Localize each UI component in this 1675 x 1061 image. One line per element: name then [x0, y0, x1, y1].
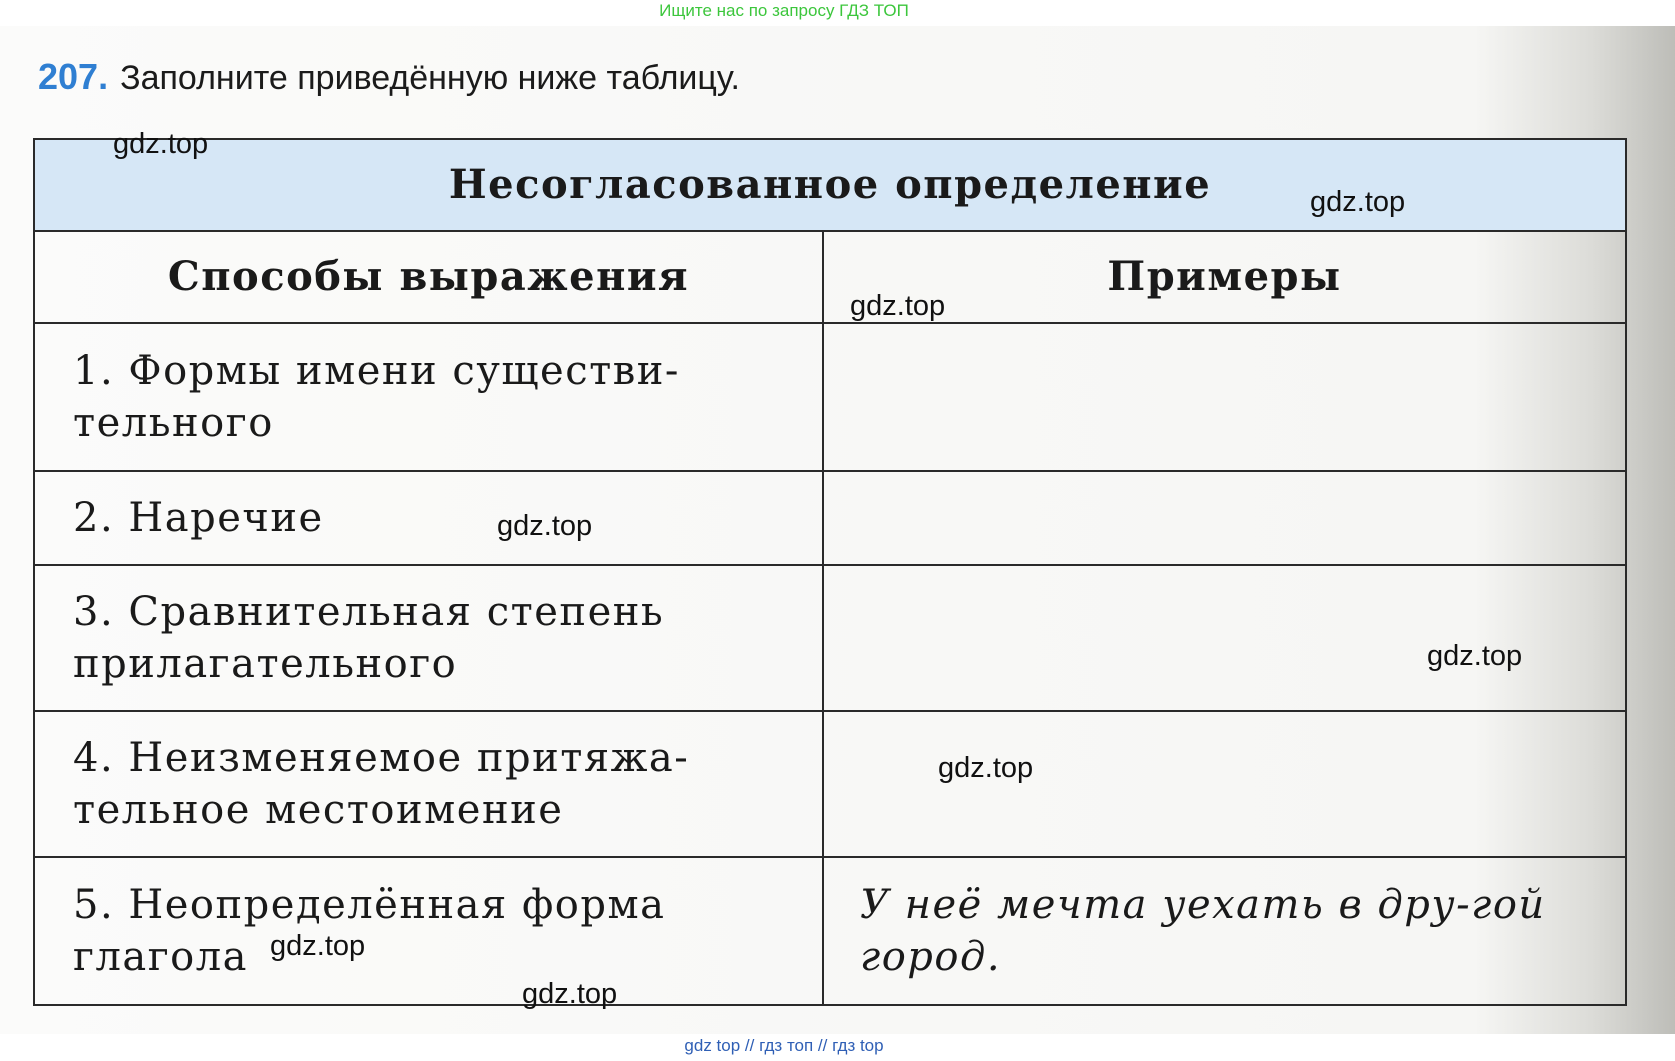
task-heading: [38, 56, 740, 98]
example-cell: У неё мечта уехать в дру-гой город.: [823, 857, 1626, 1005]
example-cell: [823, 471, 1626, 565]
table-row: [34, 323, 1626, 471]
way-cell: 2. Наречие: [34, 471, 823, 565]
watermark: gdz.top: [270, 930, 366, 962]
watermark: gdz.top: [938, 752, 1034, 784]
way-cell: 3. Сравнительная степень прилагательного: [34, 565, 823, 711]
definition-table: [33, 138, 1627, 1006]
top-banner[interactable]: Ищите нас по запросу ГДЗ ТОП: [659, 1, 909, 20]
watermark: gdz.top: [497, 510, 593, 542]
way-cell: 1. Формы имени существи-тельного: [34, 323, 823, 471]
example-cell: [823, 323, 1626, 471]
table-row: [34, 565, 1626, 711]
task-number: 207.: [38, 56, 109, 97]
watermark: gdz.top: [1427, 640, 1523, 672]
column-header-ways: Способы выражения: [34, 231, 823, 323]
watermark: gdz.top: [522, 978, 618, 1010]
watermark: gdz.top: [1310, 186, 1406, 218]
watermark: gdz.top: [850, 290, 946, 322]
table-row: [34, 471, 1626, 565]
table-title: Несогласованное определение: [34, 139, 1626, 231]
bottom-banner[interactable]: gdz top // гдз топ // гдз top: [684, 1036, 884, 1055]
way-cell: 4. Неизменяемое притяжа-тельное местоимение: [34, 711, 823, 857]
example-cell: [823, 565, 1626, 711]
way-cell: 5. Неопределённая форма глагола: [34, 857, 823, 1005]
task-text: Заполните приведённую ниже таблицу.: [120, 59, 740, 97]
watermark: gdz.top: [113, 128, 209, 160]
column-header-examples: Примеры: [823, 231, 1626, 323]
table-row: [34, 711, 1626, 857]
